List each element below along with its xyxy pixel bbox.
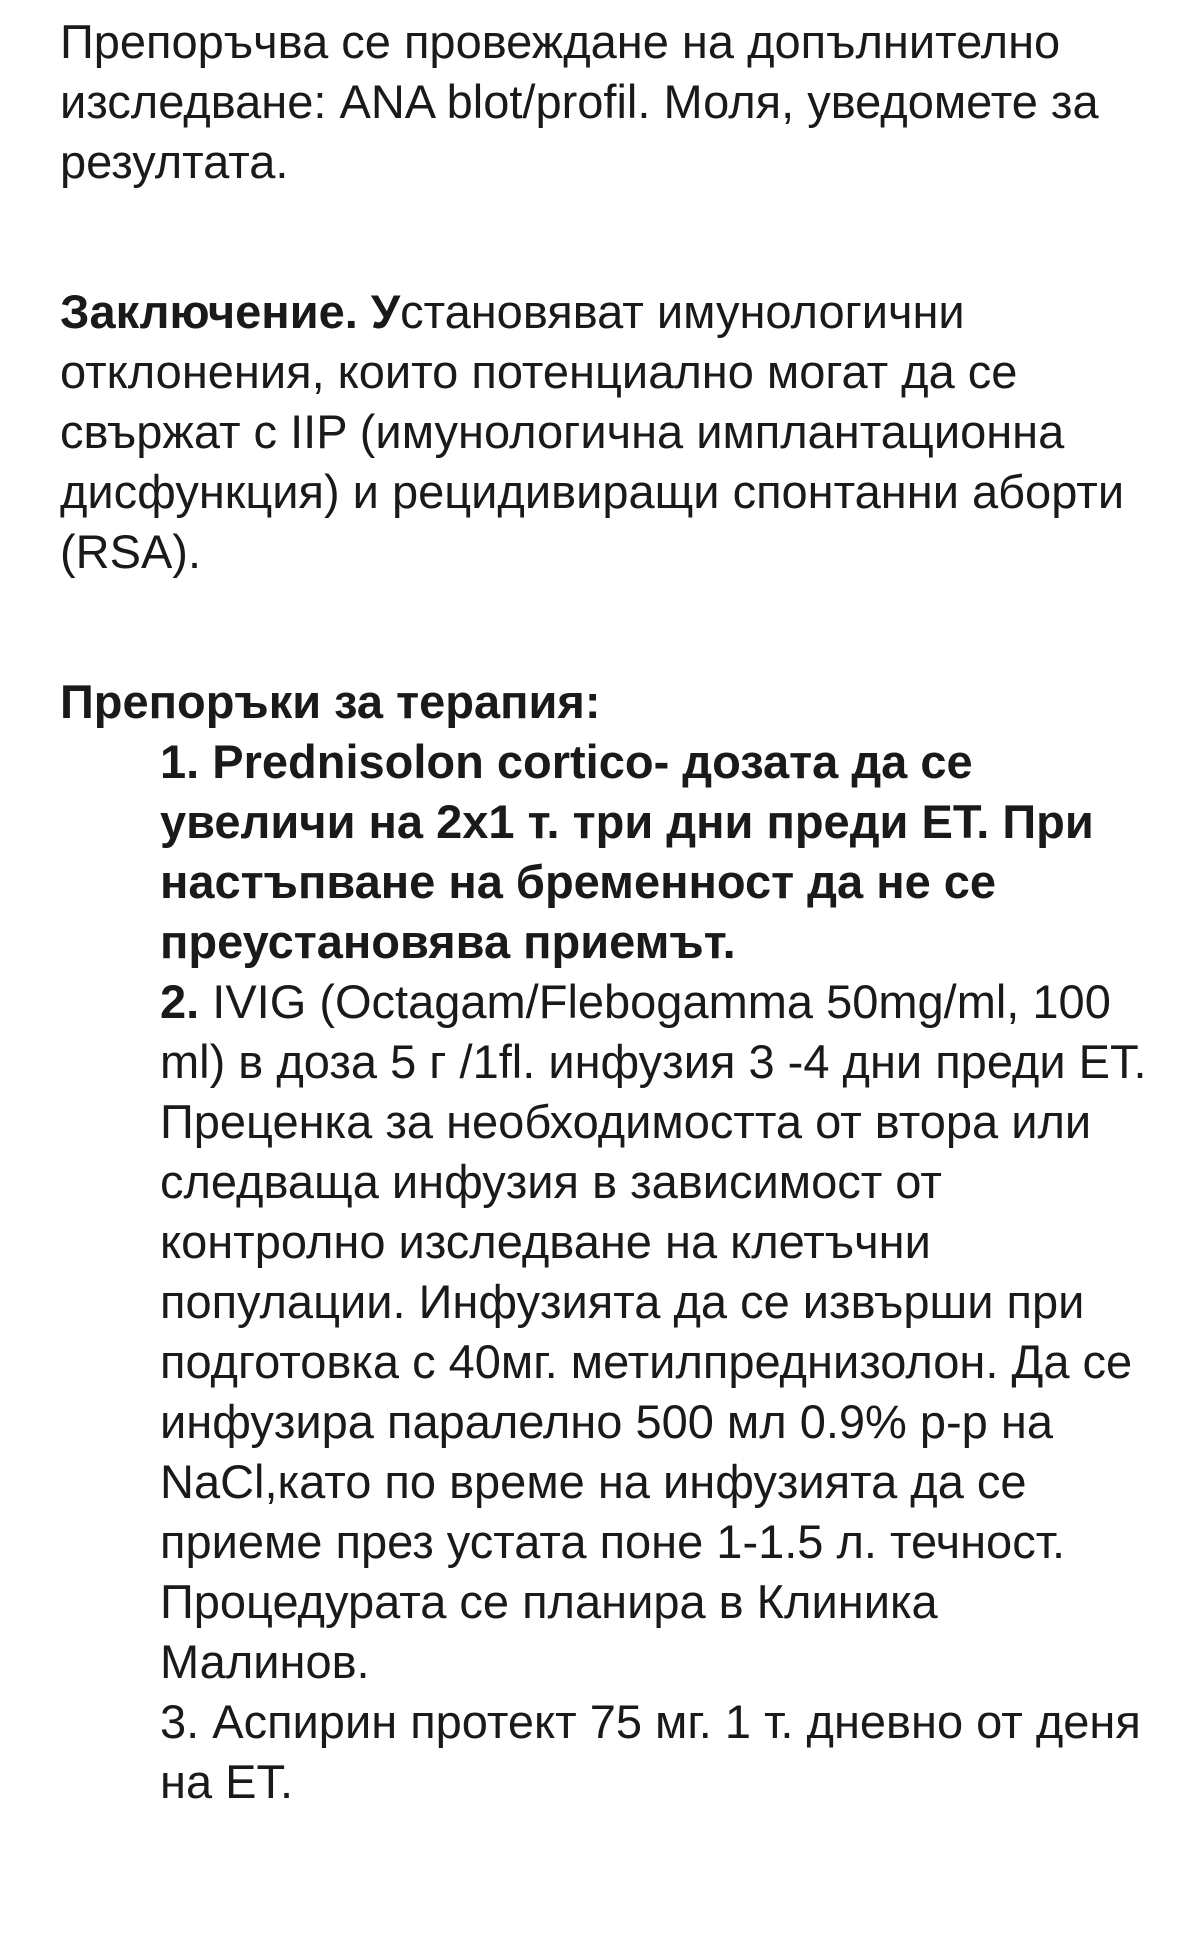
conclusion-label: Заключение. У — [60, 285, 401, 338]
conclusion-paragraph — [60, 282, 1140, 582]
therapy-item-prednisolon — [160, 732, 1150, 972]
conclusion-text: становяват имунологични отклонения, които потенциално могат да се свържат с IIP (имунологична имплантационна дисфункция) и рецидивиращи спонтанни аборти (RSA). — [60, 285, 1125, 578]
therapy-item-aspirin — [160, 1692, 1150, 1812]
therapy-item-number: 2. — [160, 975, 200, 1028]
therapy-list — [160, 732, 1150, 1812]
intro-text: Препоръчва се провеждане на допълнително изследване: ANA blot/profil. Моля, уведомете за резултата. — [60, 15, 1099, 188]
therapy-item-ivig — [160, 972, 1150, 1692]
intro-paragraph — [60, 12, 1140, 192]
therapy-item-text: 3. Аспирин протект 75 мг. 1 т. дневно от деня на ЕТ. — [160, 1695, 1141, 1808]
therapy-heading-text: Препоръки за терапия: — [60, 675, 601, 728]
therapy-item-bold-text: 1. Prednisolon cortico- дозата да се увеличи на 2х1 т. три дни преди ЕТ. При настъпване на бременност да не се преустановява приемът. — [160, 735, 1094, 968]
therapy-heading — [60, 672, 1140, 732]
therapy-item-text: IVIG (Octagam/Flebogamma 50mg/ml, 100 ml) в доза 5 г /1fl. инфузия 3 -4 дни преди ЕТ. Преценка за необходимостта от втора или следваща инфузия в зависимост от контролно изследване на клетъчни популации. Инфузията да се извърши при подготовка с 40мг. метилпреднизолон. Да се инфузира паралелно 500 мл 0.9% р-р на NaCl,като по време на инфузията да се приеме през устата поне 1-1.5 л. течност. Процедурата се планира в Клиника Малинов. — [160, 975, 1147, 1688]
